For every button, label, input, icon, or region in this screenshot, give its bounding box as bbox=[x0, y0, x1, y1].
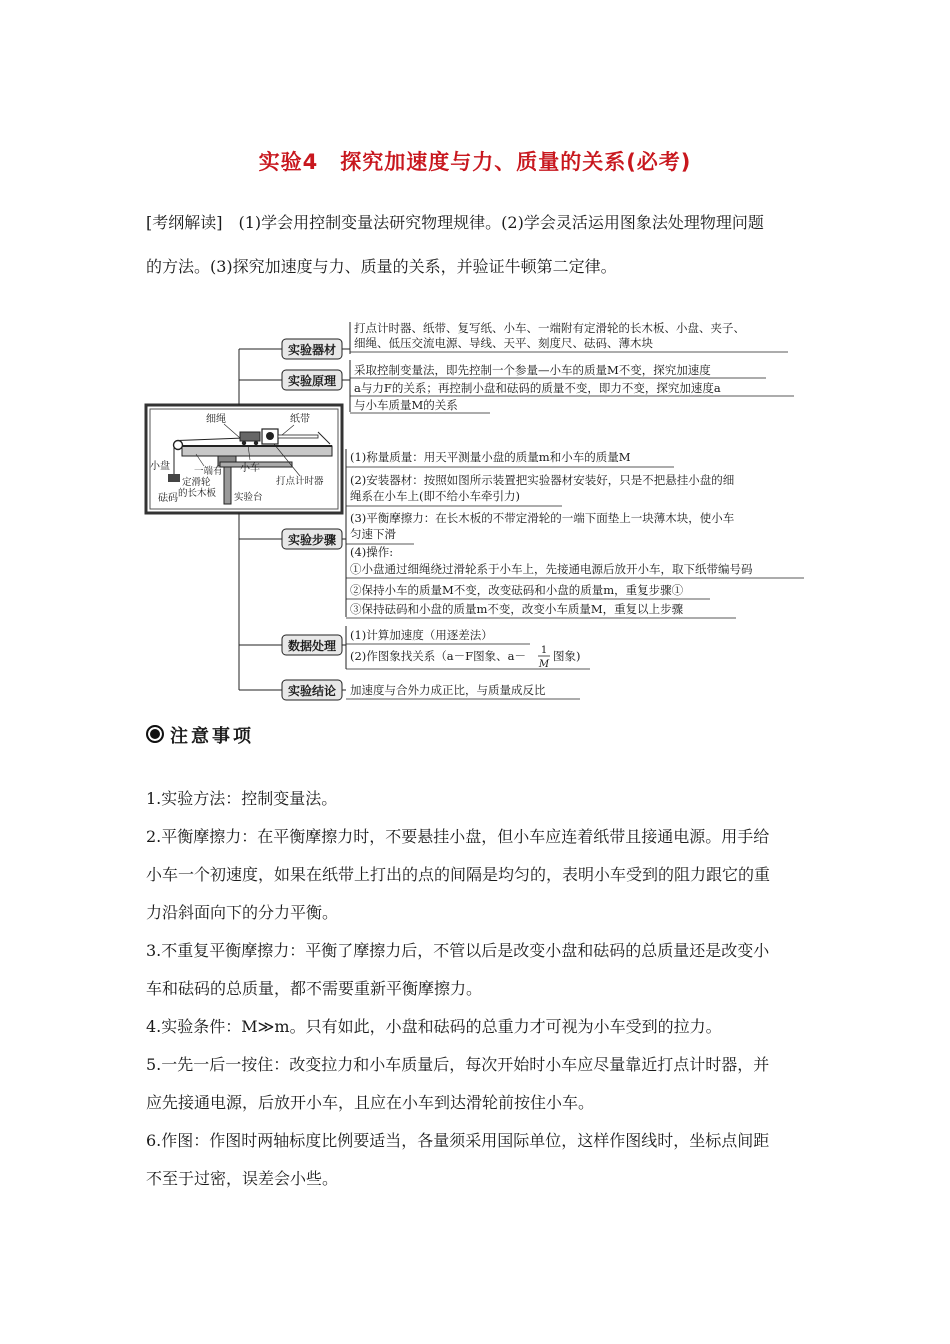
data-line: 图象) bbox=[553, 649, 581, 663]
note-line: 力沿斜面向下的分力平衡。 bbox=[146, 903, 339, 922]
note-line: 3.不重复平衡摩擦力：平衡了摩擦力后，不管以后是改变小盘和砝码的总质量还是改变小 bbox=[146, 941, 770, 960]
step-line: (2)安装器材：按照如图所示装置把实验器材安装好，只是不把悬挂小盘的细 bbox=[350, 473, 735, 487]
label-timer: 打点计时器 bbox=[276, 476, 324, 487]
apparatus-figure bbox=[146, 405, 342, 513]
section-principle: 实验原理 bbox=[287, 374, 337, 388]
conclusion-text: 加速度与合外力成正比，与质量成反比 bbox=[350, 683, 546, 697]
section-equipment: 实验器材 bbox=[287, 343, 337, 357]
note-line: 小车一个初速度，如果在纸带上打出的点的间隔是均匀的，表明小车受到的阻力跟它的重 bbox=[146, 865, 771, 884]
step-line: ③保持砝码和小盘的质量m不变，改变小车质量M，重复以上步骤 bbox=[350, 602, 684, 616]
section-steps: 实验步骤 bbox=[287, 533, 337, 547]
equipment-text: 细绳、低压交流电源、导线、天平、刻度尺、砝码、薄木块 bbox=[354, 336, 653, 350]
step-line: (3)平衡摩擦力：在长木板的不带定滑轮的一端下面垫上一块薄木块，使小车 bbox=[350, 511, 735, 525]
step-line: (1)称量质量：用天平测量小盘的质量m和小车的质量M bbox=[350, 450, 631, 464]
page-title: 实验4 探究加速度与力、质量的关系(必考) bbox=[258, 150, 692, 174]
note-line: 5.一先一后一按住：改变拉力和小车质量后，每次开始时小车应尽量靠近打点计时器，并 bbox=[146, 1055, 770, 1074]
principle-text: a与力F的关系；再控制小盘和砝码的质量不变，即力不变，探究加速度a bbox=[354, 381, 721, 395]
equipment-text: 打点计时器、纸带、复写纸、小车、一端附有定滑轮的长木板、小盘、夹子、 bbox=[354, 321, 745, 335]
data-line: (1)计算加速度（用逐差法） bbox=[350, 628, 493, 642]
principle-text: 采取控制变量法，即先控制一个参量—小车的质量M不变，探究加速度 bbox=[354, 363, 711, 377]
section-data: 数据处理 bbox=[287, 639, 337, 653]
step-line: ①小盘通过细绳绕过滑轮系于小车上，先接通电源后放开小车，取下纸带编号码 bbox=[350, 562, 753, 576]
note-line: 1.实验方法：控制变量法。 bbox=[146, 789, 338, 808]
principle-text: 与小车质量M的关系 bbox=[354, 398, 458, 412]
notes-list bbox=[146, 780, 808, 1198]
note-line: 4.实验条件：M≫m。只有如此，小盘和砝码的总重力才可视为小车受到的拉力。 bbox=[146, 1017, 722, 1036]
bullet-icon bbox=[146, 725, 164, 743]
step-line: (4)操作: bbox=[350, 545, 394, 559]
step-line: ②保持小车的质量M不变，改变砝码和小盘的质量m，重复步骤① bbox=[350, 583, 684, 597]
syllabus-intro bbox=[146, 201, 808, 289]
notes-heading-text: 注意事项 bbox=[170, 726, 254, 747]
label-tape: 纸带 bbox=[290, 414, 310, 425]
note-line: 6.作图：作图时两轴标度比例要适当，各量须采用国际单位，这样作图线时，坐标点间距 bbox=[146, 1131, 770, 1150]
experiment-mindmap bbox=[144, 314, 824, 706]
note-line: 2.平衡摩擦力：在平衡摩擦力时，不要悬挂小盘，但小车应连着纸带且接通电源。用手给 bbox=[146, 827, 770, 846]
label-board-3: 的长木板 bbox=[178, 488, 217, 499]
label-board-2: 定滑轮 bbox=[182, 477, 211, 488]
note-line: 车和砝码的总质量，都不需要重新平衡摩擦力。 bbox=[146, 979, 483, 998]
note-line: 应先接通电源，后放开小车，且应在小车到达滑轮前按住小车。 bbox=[146, 1093, 595, 1112]
label-weights: 砝码 bbox=[158, 493, 178, 504]
fraction-numerator: 1 bbox=[540, 645, 548, 656]
step-line: 匀速下滑 bbox=[350, 527, 396, 541]
section-conclusion: 实验结论 bbox=[287, 684, 337, 698]
label-pan: 小盘 bbox=[150, 461, 170, 472]
label-table: 实验台 bbox=[234, 492, 263, 503]
fraction-denominator: M bbox=[538, 659, 550, 670]
data-line: (2)作图象找关系（a－F图象、a－ bbox=[350, 649, 526, 663]
label-board-1: 一端有 bbox=[194, 466, 223, 477]
intro-line: 的方法。(3)探究加速度与力、质量的关系，并验证牛顿第二定律。 bbox=[146, 257, 617, 276]
note-line: 不至于过密，误差会小些。 bbox=[146, 1169, 339, 1188]
label-rope: 细绳 bbox=[206, 414, 226, 425]
intro-line: [考纲解读] (1)学会用控制变量法研究物理规律。(2)学会灵活运用图象法处理物理问题 bbox=[146, 213, 764, 232]
label-cart: 小车 bbox=[240, 463, 260, 474]
step-line: 绳系在小车上(即不给小车牵引力) bbox=[350, 489, 520, 503]
notes-heading bbox=[146, 722, 254, 748]
